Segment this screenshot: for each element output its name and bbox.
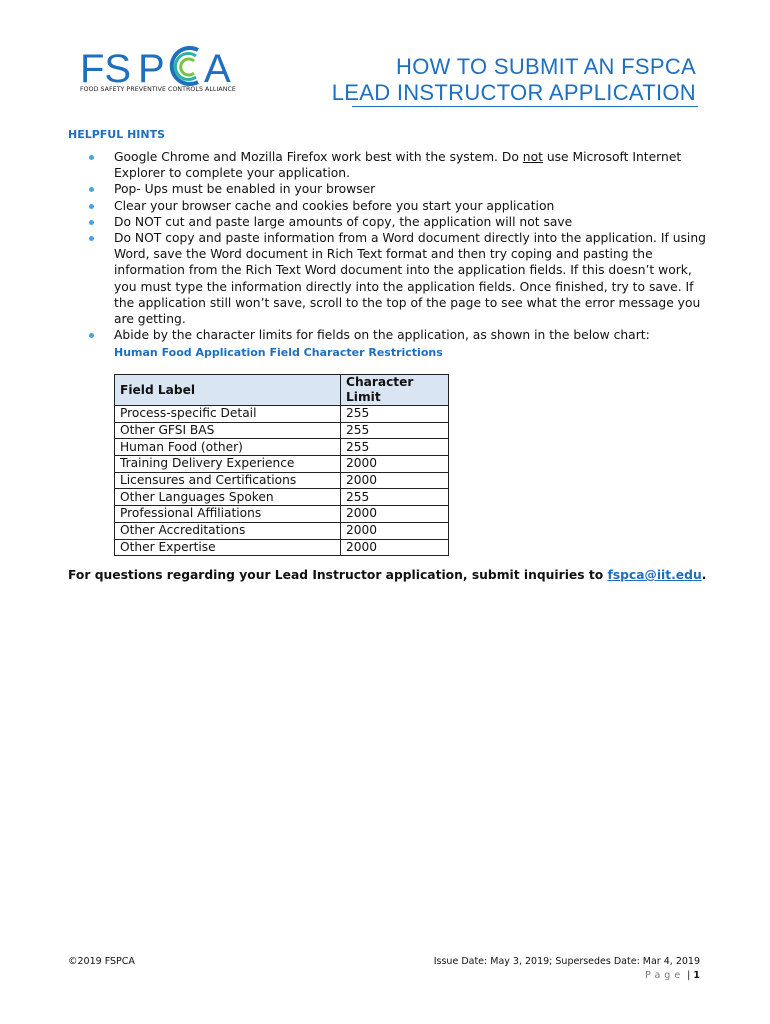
- footer-copyright: ©2019 FSPCA: [68, 956, 135, 967]
- hint-item-browsers: Google Chrome and Mozilla Firefox work best with the system. Do not use Microsoft Internet Explorer to complete your application.: [86, 149, 706, 181]
- footer-issue-date: Issue Date: May 3, 2019; Supersedes Date: Mar 4, 2019: [433, 956, 700, 967]
- hint-item-character-limits: Abide by the character limits for fields on the application, as shown in the below chart:: [86, 327, 706, 343]
- table-row: [115, 522, 449, 539]
- table-header-row: [115, 375, 449, 406]
- character-limit-cell: 255: [341, 489, 449, 506]
- table-row: [115, 439, 449, 456]
- column-header-field-label: Field Label: [115, 375, 341, 406]
- logo-letters-fs: FS: [80, 47, 132, 86]
- field-label-cell: Human Food (other): [115, 439, 341, 456]
- hint-item-cache: Clear your browser cache and cookies before you start your application: [86, 198, 706, 214]
- fspca-logo: [80, 44, 270, 96]
- logo-swoosh-green: [181, 59, 194, 75]
- page-number-value: 1: [693, 970, 700, 981]
- page-number: [645, 970, 700, 981]
- page-title-line-1: HOW TO SUBMIT AN FSPCA: [396, 54, 696, 79]
- logo-graphic: [80, 44, 270, 86]
- page-title: [332, 54, 696, 106]
- field-label-cell: Process-specific Detail: [115, 406, 341, 423]
- hints-heading: HELPFUL HINTS: [68, 128, 166, 141]
- field-label-cell: Other Accreditations: [115, 522, 341, 539]
- page-word: Page: [645, 970, 685, 981]
- field-label-cell: Training Delivery Experience: [115, 456, 341, 473]
- page-separator: |: [687, 970, 691, 981]
- character-limit-cell: 2000: [341, 539, 449, 556]
- character-limit-cell: 2000: [341, 522, 449, 539]
- character-limit-table: [114, 374, 449, 556]
- character-limit-cell: 255: [341, 439, 449, 456]
- field-label-cell: Licensures and Certifications: [115, 472, 341, 489]
- logo-subtitle: FOOD SAFETY PREVENTIVE CONTROLS ALLIANCE: [80, 86, 236, 93]
- column-header-character-limit: Character Limit: [341, 375, 449, 406]
- table-heading: Human Food Application Field Character Restrictions: [114, 346, 443, 359]
- character-limit-cell: 255: [341, 422, 449, 439]
- field-label-cell: Other Languages Spoken: [115, 489, 341, 506]
- table-row: [115, 406, 449, 423]
- table-row: [115, 506, 449, 523]
- character-limit-cell: 255: [341, 406, 449, 423]
- character-limit-cell: 2000: [341, 506, 449, 523]
- logo-letter-p: P: [138, 47, 165, 86]
- contact-note: For questions regarding your Lead Instructor application, submit inquiries to fspca@iit.edu.: [68, 568, 707, 582]
- field-label-cell: Professional Affiliations: [115, 506, 341, 523]
- hint-item-popups: Pop- Ups must be enabled in your browser: [86, 181, 706, 197]
- table-row: [115, 489, 449, 506]
- character-limit-cell: 2000: [341, 456, 449, 473]
- field-label-cell: Other Expertise: [115, 539, 341, 556]
- character-limit-cell: 2000: [341, 472, 449, 489]
- table-row: [115, 539, 449, 556]
- field-label-cell: Other GFSI BAS: [115, 422, 341, 439]
- logo-letter-a: A: [204, 47, 231, 86]
- table-row: [115, 456, 449, 473]
- hint-item-no-cut-paste: Do NOT cut and paste large amounts of copy, the application will not save: [86, 214, 706, 230]
- contact-email-link[interactable]: fspca@iit.edu: [607, 568, 702, 582]
- page-title-line-2: LEAD INSTRUCTOR APPLICATION: [331, 80, 696, 105]
- hint-item-word-document: Do NOT copy and paste information from a Word document directly into the application. If using Word, save the Word document in Rich Text format and then try coping and pasting the information from the Rich Text Word document into the application fields. If this doesn’t work, you must type the information directly into the application fields. Once finished, try to save. If the application still won’t save, scroll to the top of the page to see what the error message you are getting.: [86, 230, 706, 327]
- title-underline-rule: [352, 106, 698, 107]
- hints-list: [86, 149, 706, 343]
- table-row: [115, 422, 449, 439]
- table-row: [115, 472, 449, 489]
